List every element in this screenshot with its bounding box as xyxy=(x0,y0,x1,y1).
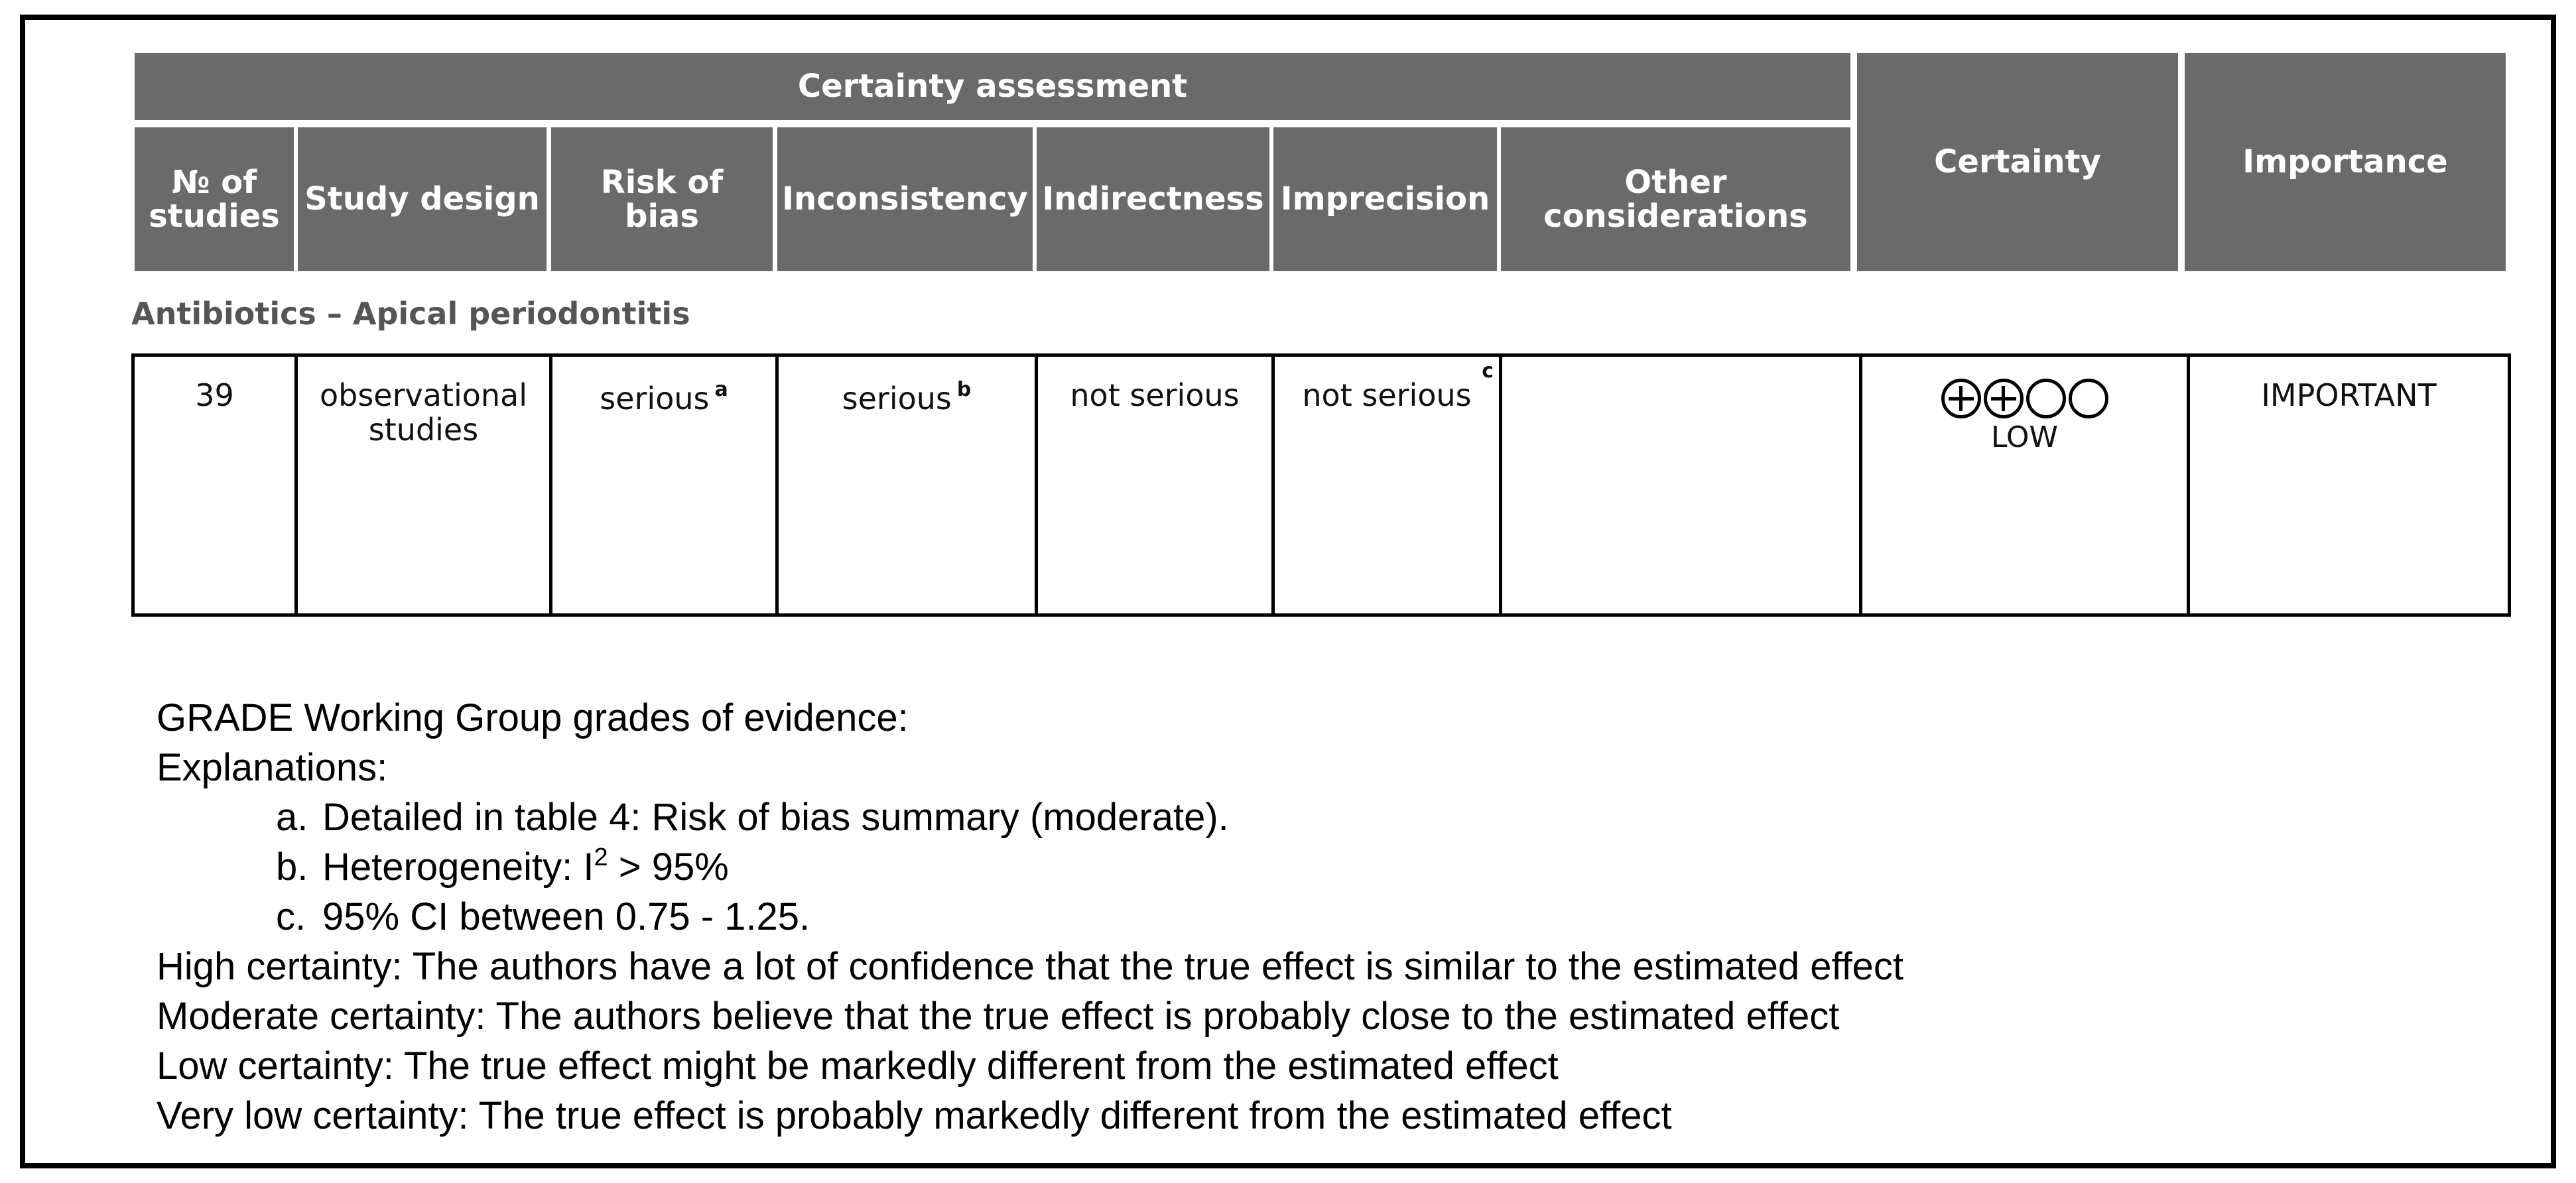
cell-study-design xyxy=(298,357,552,613)
empty-circle-icon xyxy=(2069,379,2108,418)
explanation-letter: c. xyxy=(276,895,306,938)
cell-importance xyxy=(2190,357,2508,613)
explanation-letter: b. xyxy=(276,845,308,889)
footnote-b-marker: b xyxy=(956,378,972,401)
inconsistency-value: serious xyxy=(842,381,952,416)
importance-value: IMPORTANT xyxy=(2261,377,2437,413)
header-importance: Importance xyxy=(2185,53,2506,271)
plus-circle-icon xyxy=(1984,379,2024,418)
plus-circle-icon xyxy=(1941,379,1981,418)
cell-certainty xyxy=(1862,357,2190,613)
cell-indirectness xyxy=(1038,357,1275,613)
definition-low: Low certainty: The true effect might be markedly different from the estimated effect xyxy=(157,1044,1559,1088)
risk-of-bias-value: serious xyxy=(600,381,710,416)
explanation-text: > 95% xyxy=(608,845,729,889)
notes-section xyxy=(157,693,1903,1141)
grade-title: GRADE Working Group grades of evidence: xyxy=(157,696,909,739)
header-study-design: Study design xyxy=(298,127,547,271)
group-label: Antibiotics – Apical periodontitis xyxy=(131,296,690,332)
cell-risk-of-bias xyxy=(552,357,779,613)
cell-n-studies xyxy=(135,357,298,613)
definition-moderate: Moderate certainty: The authors believe that the true effect is probably close to the estimated effect xyxy=(157,995,1840,1038)
header-other-considerations: Other considerations xyxy=(1501,127,1850,271)
indirectness-value: not serious xyxy=(1070,377,1240,413)
header-n-studies: № of studies xyxy=(135,127,294,271)
definition-very-low: Very low certainty: The true effect is probably markedly different from the estimated effect xyxy=(157,1094,1672,1137)
explanation-b xyxy=(157,842,1903,892)
explanation-text: Detailed in table 4: Risk of bias summary (moderate). xyxy=(322,796,1229,839)
cell-inconsistency xyxy=(779,357,1038,613)
empty-circle-icon xyxy=(2026,379,2066,418)
header-certainty-assessment: Certainty assessment xyxy=(135,53,1850,120)
explanation-c xyxy=(157,892,1903,942)
footnote-c-marker: c xyxy=(1482,359,1494,383)
certainty-label: LOW xyxy=(1990,420,2059,454)
header-risk-of-bias: Risk of bias xyxy=(551,127,773,271)
header-imprecision: Imprecision xyxy=(1273,127,1497,271)
table-row xyxy=(131,353,2511,617)
imprecision-value: not serious xyxy=(1302,377,1472,413)
explanation-letter: a. xyxy=(276,796,308,839)
cell-imprecision xyxy=(1275,357,1502,613)
header-indirectness: Indirectness xyxy=(1037,127,1269,271)
certainty-symbols xyxy=(1862,379,2187,418)
n-studies-value: 39 xyxy=(195,377,234,413)
definition-high: High certainty: The authors have a lot of confidence that the true effect is similar to the estimated effect xyxy=(157,945,1904,988)
footnote-a-marker: a xyxy=(714,378,728,401)
explanation-a xyxy=(157,792,1903,842)
explanations-title: Explanations: xyxy=(157,746,388,789)
study-design-value: observational studies xyxy=(319,377,527,448)
header-inconsistency: Inconsistency xyxy=(777,127,1033,271)
cell-other-considerations xyxy=(1502,357,1862,613)
superscript: 2 xyxy=(594,843,608,871)
header-certainty: Certainty xyxy=(1857,53,2178,271)
explanation-text: Heterogeneity: I xyxy=(322,845,594,889)
explanation-text: 95% CI between 0.75 - 1.25. xyxy=(322,895,810,938)
